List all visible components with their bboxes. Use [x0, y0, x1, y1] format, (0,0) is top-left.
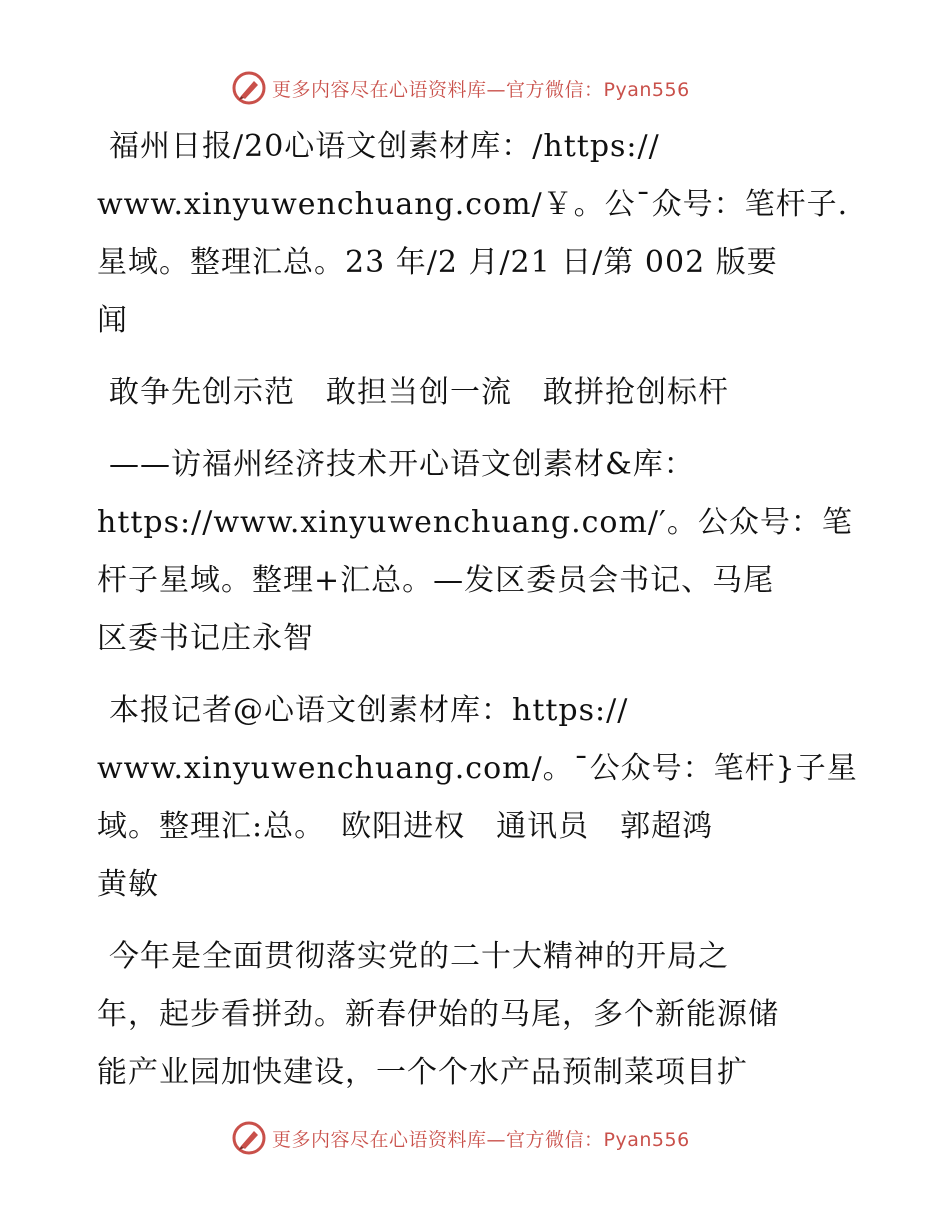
- paragraph-source: [97, 118, 857, 350]
- text-line: ——访福州经济技术开心语文创素材&库：: [109, 447, 695, 482]
- text-line: 敢争先创示范 敢担当创一流 敢拼抢创标杆: [109, 375, 729, 410]
- text-line: 今年是全面贯彻落实党的二十大精神的开局之: [109, 939, 729, 974]
- paragraph-subheadline: [97, 436, 857, 668]
- text-line: 杆子星域。整理+汇总。—发区委员会书记、马尾: [97, 563, 775, 598]
- footer-banner: [232, 1120, 732, 1156]
- pen-logo-icon: [232, 1121, 266, 1155]
- text-line: 黄敏: [97, 867, 159, 902]
- pen-logo-icon: [232, 71, 266, 105]
- paragraph-byline: [97, 682, 857, 914]
- text-line: 域。整理汇:总。 欧阳进权 通讯员 郭超鸿: [97, 809, 714, 844]
- text-line: 星域。整理汇总。23 年/2 月/21 日/第 002 版要: [97, 245, 778, 280]
- text-line: 年，起步看拼劲。新春伊始的马尾，多个新能源储: [97, 997, 779, 1032]
- article-body: [97, 118, 857, 1116]
- header-banner: [232, 70, 732, 106]
- text-line: https://www.xinyuwenchuang.com/′。公众号：笔: [97, 505, 853, 540]
- header-banner-text: 更多内容尽在心语资料库—官方微信：Pyan556: [272, 78, 690, 101]
- text-line: www.xinyuwenchuang.com/￥。公¯众号：笔杆子.: [97, 187, 849, 222]
- text-line: www.xinyuwenchuang.com/。¯公众号：笔杆}子星: [97, 751, 858, 786]
- paragraph-headline: [97, 364, 857, 422]
- paragraph-body: [97, 928, 857, 1102]
- footer-banner-text: 更多内容尽在心语资料库—官方微信：Pyan556: [272, 1128, 690, 1151]
- text-line: 本报记者@心语文创素材库：https://: [109, 693, 629, 728]
- text-line: 区委书记庄永智: [97, 621, 314, 656]
- text-line: 能产业园加快建设，一个个水产品预制菜项目扩: [97, 1055, 748, 1090]
- text-line: 闻: [97, 303, 128, 338]
- text-line: 福州日报/20心语文创素材库：/https://: [109, 129, 660, 164]
